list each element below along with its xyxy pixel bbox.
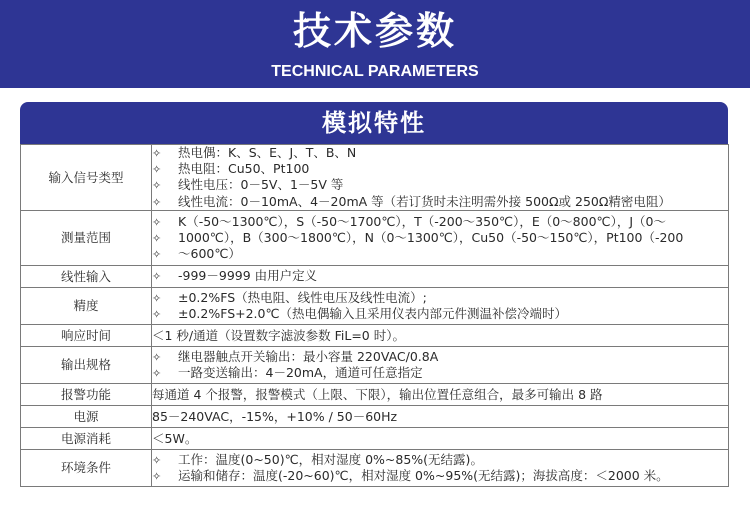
content-line: [152, 194, 728, 210]
content-text: 每通道 4 个报警，报警模式（上限、下限），输出位置任意组合，最多可输出 8 路: [152, 386, 603, 402]
row-content: [152, 405, 729, 427]
row-label: 环境条件: [21, 449, 152, 486]
row-label: 输出规格: [21, 346, 152, 383]
line-text: ±0.2%FS+2.0℃（热电偶输入且采用仪表内部元件测温补偿冷端时）: [178, 305, 568, 321]
content-line: [152, 268, 728, 284]
content-line: [152, 452, 728, 468]
line-text: 线性电流：0－10mA、4－20mA 等（若订货时未注明需外接 500Ω或 250Ω精密电阻）: [178, 193, 671, 209]
row-content: [152, 427, 729, 449]
content-line: [152, 177, 728, 193]
line-text: 热电偶：K、S、E、J、T、B、N: [178, 145, 357, 160]
diamond-bullet-icon: ✧: [152, 366, 162, 380]
row-content: [152, 383, 729, 405]
content-line: [152, 349, 728, 365]
line-text: ～600℃）: [178, 245, 241, 261]
line-text: K（-50～1300℃），S（-50～1700℃），T（-200～350℃），E（0～800℃），J（0～: [178, 213, 666, 229]
table-row: [21, 287, 729, 324]
header-banner: [0, 0, 750, 88]
line-text: 运输和储存：温度(-20~60)℃，相对湿度 0%~95%(无结露)；海拔高度：＜2000 米。: [178, 467, 669, 483]
diamond-bullet-icon: ✧: [152, 231, 162, 245]
row-label: 输入信号类型: [21, 145, 152, 211]
line-text: -999－9999 由用户定义: [178, 268, 318, 284]
content-line: [152, 290, 728, 306]
row-content: [152, 449, 729, 486]
row-label: 报警功能: [21, 383, 152, 405]
page-subtitle: TECHNICAL PARAMETERS: [271, 63, 479, 80]
table-row: [21, 324, 729, 346]
content-line: [152, 246, 728, 262]
line-text: 热电阻：Cu50、Pt100: [178, 161, 310, 177]
line-text: 1000℃），B（300～1800℃），N（0～1300℃），Cu50（-50～150℃），Pt100（-200: [178, 229, 684, 245]
page-title: 技术参数: [292, 9, 457, 53]
row-content: [152, 265, 729, 287]
row-label: 线性输入: [21, 265, 152, 287]
diamond-bullet-icon: ✧: [152, 291, 162, 305]
content-line: [152, 214, 728, 230]
table-row: [21, 210, 729, 265]
row-content: [152, 145, 729, 211]
row-label: 测量范围: [21, 210, 152, 265]
content-line: [152, 145, 728, 161]
diamond-bullet-icon: ✧: [152, 247, 162, 261]
table-row: [21, 383, 729, 405]
diamond-bullet-icon: ✧: [152, 469, 162, 483]
line-text: 工作：温度(0~50)℃，相对湿度 0%~85%(无结露)。: [178, 451, 483, 467]
row-content: [152, 210, 729, 265]
content-text: ＜5W。: [152, 430, 198, 446]
row-content: [152, 324, 729, 346]
diamond-bullet-icon: ✧: [152, 147, 162, 160]
table-row: [21, 145, 729, 211]
content-text: ＜1 秒/通道（设置数字滤波参数 FiL=0 时）。: [152, 327, 405, 343]
table-row: [21, 346, 729, 383]
content-text: 85－240VAC，-15%，+10% / 50－60Hz: [152, 408, 398, 424]
line-text: 线性电压：0－5V、1－5V 等: [178, 177, 344, 193]
diamond-bullet-icon: ✧: [152, 307, 162, 321]
table-row: [21, 265, 729, 287]
content-line: [152, 306, 728, 322]
row-label: 响应时间: [21, 324, 152, 346]
line-text: 一路变送输出：4－20mA，通道可任意指定: [178, 364, 423, 380]
diamond-bullet-icon: ✧: [152, 350, 162, 364]
diamond-bullet-icon: ✧: [152, 163, 162, 177]
content-line: [152, 468, 728, 484]
line-text: 继电器触点开关输出：最小容量 220VAC/0.8A: [178, 348, 439, 364]
diamond-bullet-icon: ✧: [152, 179, 162, 193]
row-content: [152, 346, 729, 383]
table-row: [21, 449, 729, 486]
table-row: [21, 405, 729, 427]
diamond-bullet-icon: ✧: [152, 453, 162, 467]
line-text: ±0.2%FS（热电阻、线性电压及线性电流）;: [178, 289, 427, 305]
row-label: 电源: [21, 405, 152, 427]
content-line: [152, 230, 728, 246]
spec-table: [20, 144, 729, 487]
row-content: [152, 287, 729, 324]
content-line: [152, 161, 728, 177]
row-label: 精度: [21, 287, 152, 324]
table-row: [21, 427, 729, 449]
diamond-bullet-icon: ✧: [152, 270, 162, 284]
section-header: [20, 102, 728, 144]
row-label: 电源消耗: [21, 427, 152, 449]
section-title: 模拟特性: [322, 109, 426, 137]
diamond-bullet-icon: ✧: [152, 215, 162, 229]
diamond-bullet-icon: ✧: [152, 195, 162, 209]
content-line: [152, 365, 728, 381]
